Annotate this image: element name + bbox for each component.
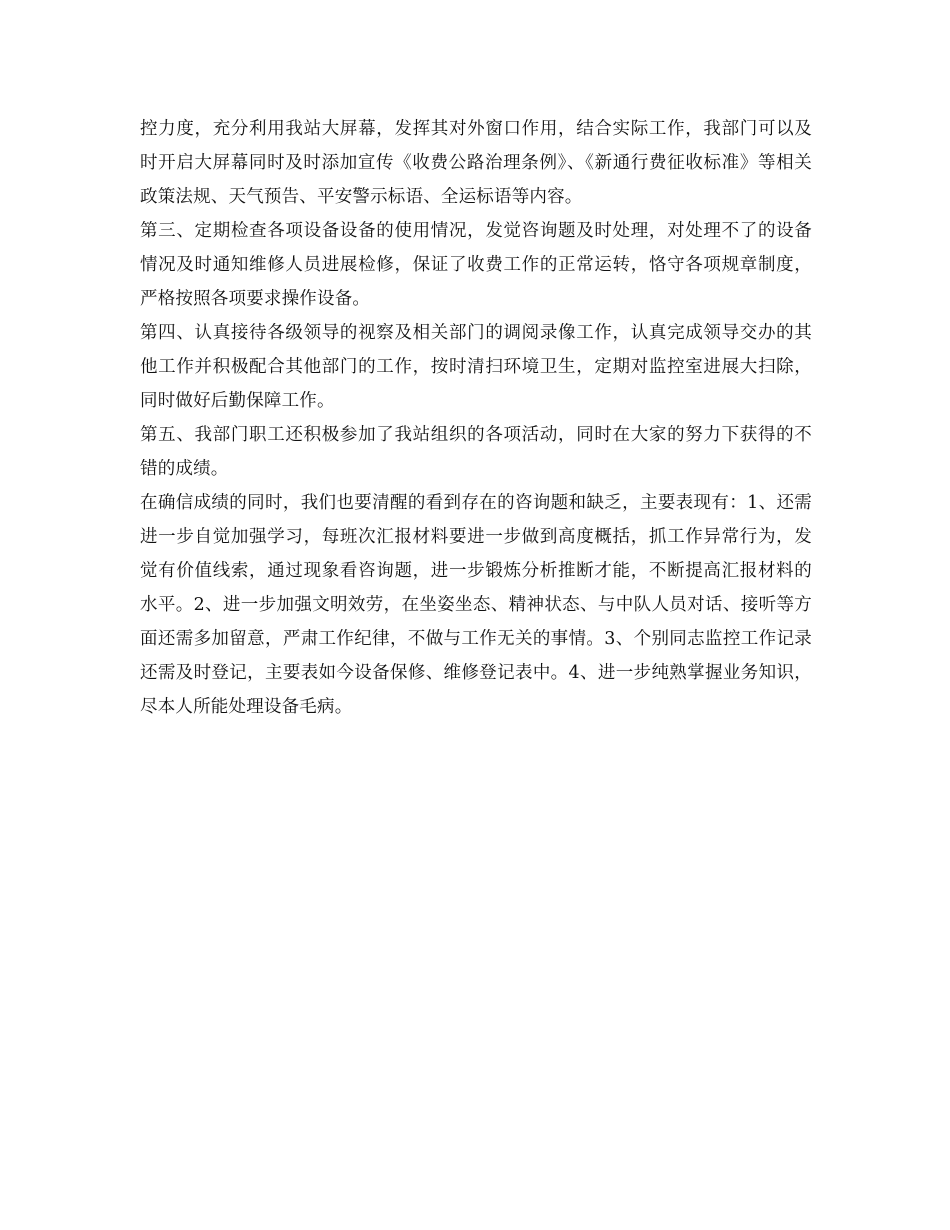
- document-body: [140, 112, 812, 724]
- paragraph-shortcomings: 在确信成绩的同时，我们也要清醒的看到存在的咨询题和缺乏，主要表现有：1、还需进一步自觉加强学习，每班次汇报材料要进一步做到高度概括，抓工作异常行为，发觉有价值线索，通过现象看咨询题，进一步锻炼分析推断才能，不断提高汇报材料的水平。2、进一步加强文明效劳，在坐姿坐态、精神状态、与中队人员对话、接听等方面还需多加留意，严肃工作纪律，不做与工作无关的事情。3、个别同志监控工作记录还需及时登记，主要表如今设备保修、维修登记表中。4、进一步纯熟掌握业务知识，尽本人所能处理设备毛病。: [140, 493, 812, 717]
- paragraph-fifth: 第五、我部门职工还积极参加了我站组织的各项活动，同时在大家的努力下获得的不错的成绩。: [140, 425, 812, 479]
- paragraph-continuation: 控力度，充分利用我站大屏幕，发挥其对外窗口作用，结合实际工作，我部门可以及时开启大屏幕同时及时添加宣传《收费公路治理条例》、《新通行费征收标准》等相关政策法规、天气预告、平安警示标语、全运标语等内容。: [140, 119, 812, 207]
- paragraph-fourth: 第四、认真接待各级领导的视察及相关部门的调阅录像工作，认真完成领导交办的其他工作并积极配合其他部门的工作，按时清扫环境卫生，定期对监控室进展大扫除，同时做好后勤保障工作。: [140, 323, 812, 411]
- paragraph-third: 第三、定期检查各项设备设备的使用情况，发觉咨询题及时处理，对处理不了的设备情况及时通知维修人员进展检修，保证了收费工作的正常运转，恪守各项规章制度，严格按照各项要求操作设备。: [140, 221, 812, 309]
